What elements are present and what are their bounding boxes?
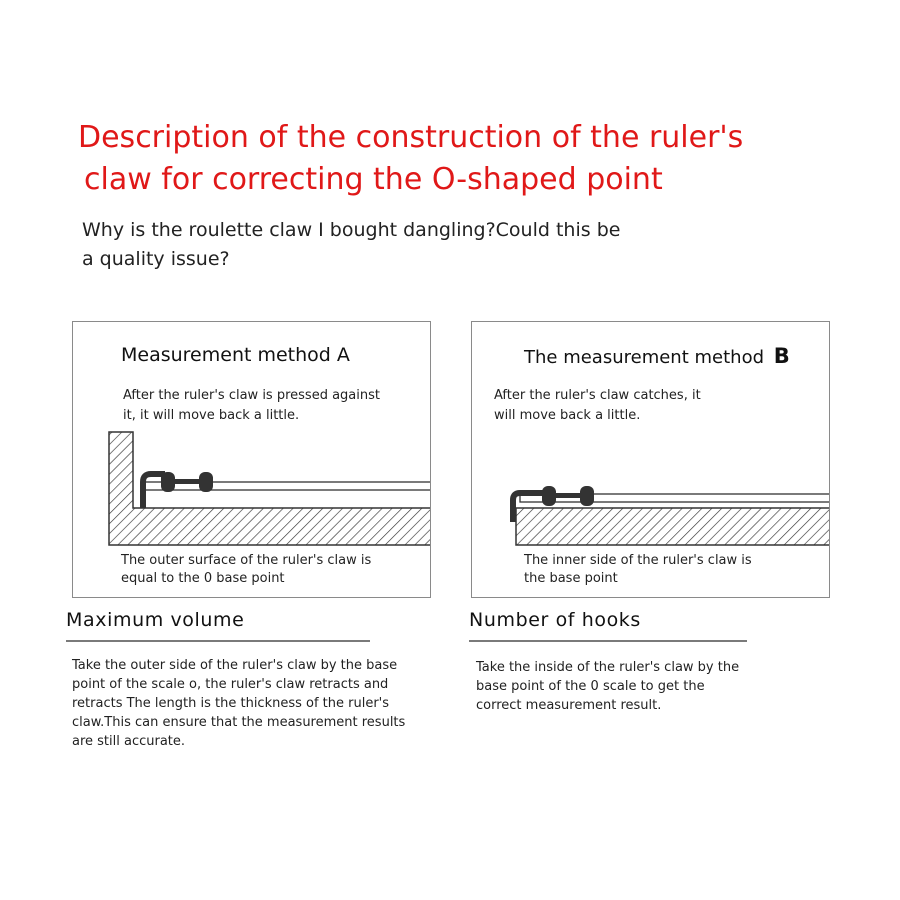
page-title-line-2: claw for correcting the O-shaped point: [84, 162, 663, 197]
maximum-volume-underline: [66, 640, 370, 642]
maximum-volume-body: Take the outer side of the ruler's claw by the base point of the scale o, the ruler's claw retracts and retracts The length is the thickness of the ruler's claw.This can ensure that the measurement results are still accurate.: [72, 658, 406, 749]
method-b-base-block: [516, 508, 830, 545]
page-title-line-1: Description of the construction of the ruler's: [78, 120, 744, 155]
method-b-rivets: [542, 486, 594, 506]
question-text: Why is the roulette claw I bought dangling?Could this be a quality issue?: [82, 219, 621, 270]
panel-method-b: [471, 321, 830, 598]
method-b-title-text: The measurement method: [524, 347, 765, 368]
method-b-note: After the ruler's claw catches, it will move back a little.: [494, 388, 701, 423]
method-b-title-letter: B: [773, 344, 790, 368]
panel-method-a: [72, 321, 431, 598]
method-a-footer: The outer surface of the ruler's claw is equal to the 0 base point: [121, 553, 372, 586]
maximum-volume-heading: Maximum volume: [66, 609, 245, 631]
number-of-hooks-body: Take the inside of the ruler's claw by the base point of the 0 scale to get the correct measurement result.: [476, 660, 740, 713]
method-b-footer: The inner side of the ruler's claw is the base point: [524, 553, 752, 586]
number-of-hooks-heading: Number of hooks: [469, 609, 641, 631]
number-of-hooks-underline: [469, 640, 747, 642]
method-a-note: After the ruler's claw is pressed against it, it will move back a little.: [123, 388, 380, 423]
method-a-title: Measurement method A: [121, 344, 350, 366]
